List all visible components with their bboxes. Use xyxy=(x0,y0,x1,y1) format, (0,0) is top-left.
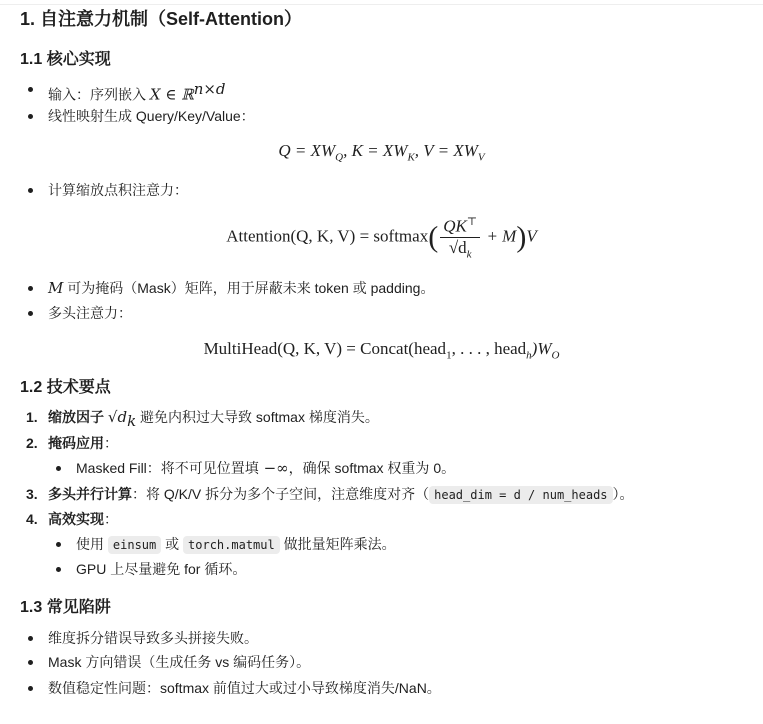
list-item: 3. 多头并行计算：将 Q/K/V 拆分为多个子空间，注意维度对齐（ head_dim = d / num_heads ）。 xyxy=(26,486,634,502)
list-item: GPU 上尽量避免 for 循环。 xyxy=(76,561,247,577)
list-item: 输入：序列嵌入 X ∈ ℝ$^{n\times d}$ xyxy=(48,80,226,104)
list-item: 使用 einsum 或 torch.matmul 做批量矩阵乘法。 xyxy=(76,534,396,555)
list-item: 维度拆分错误导致多头拼接失败。 xyxy=(48,630,258,646)
page-title: 1. 自注意力机制（Self-Attention） xyxy=(20,9,302,29)
section-heading: 1.3 常见陷阱 xyxy=(20,599,111,616)
list-item: 2. 掩码应用： xyxy=(26,435,118,451)
section-heading: 1.1 核心实现 xyxy=(20,51,111,68)
list-item: 数值稳定性问题：softmax 前值过大或过小导致梯度消失/NaN。 xyxy=(48,680,441,696)
list-item: 多头注意力： xyxy=(48,305,132,321)
list-item: M 可为掩码（Mask）矩阵，用于屏蔽未来 token 或 padding。 xyxy=(48,279,435,297)
formula-attention: Attention(Q, K, V) = softmax( $\frac{QK^⊤}{√d_k}$ + M)V xyxy=(226,216,537,261)
list-item: 1. 缩放因子 $√d_k$ 避免内积过大导致 softmax 梯度消失。 xyxy=(26,408,379,430)
list-item: 计算缩放点积注意力： xyxy=(48,182,188,198)
section-heading: 1.2 技术要点 xyxy=(20,379,111,396)
list-item: 4. 高效实现： xyxy=(26,511,118,527)
formula-qkv: $Q = XW_Q$, $K = XW_K$, $V = XW_V$ xyxy=(278,141,485,164)
formula-multihead: MultiHead(Q, K, V) = Concat(head$_1$, . . . , $head_h)W_O$ xyxy=(203,339,560,362)
list-item: Masked Fill：将不可见位置填 −∞，确保 softmax 权重为 0。 xyxy=(76,459,456,477)
divider xyxy=(0,4,763,5)
list-item: 线性映射生成 Query/Key/Value： xyxy=(48,108,255,124)
list-item: Mask 方向错误（生成任务 vs 编码任务）。 xyxy=(48,654,311,670)
